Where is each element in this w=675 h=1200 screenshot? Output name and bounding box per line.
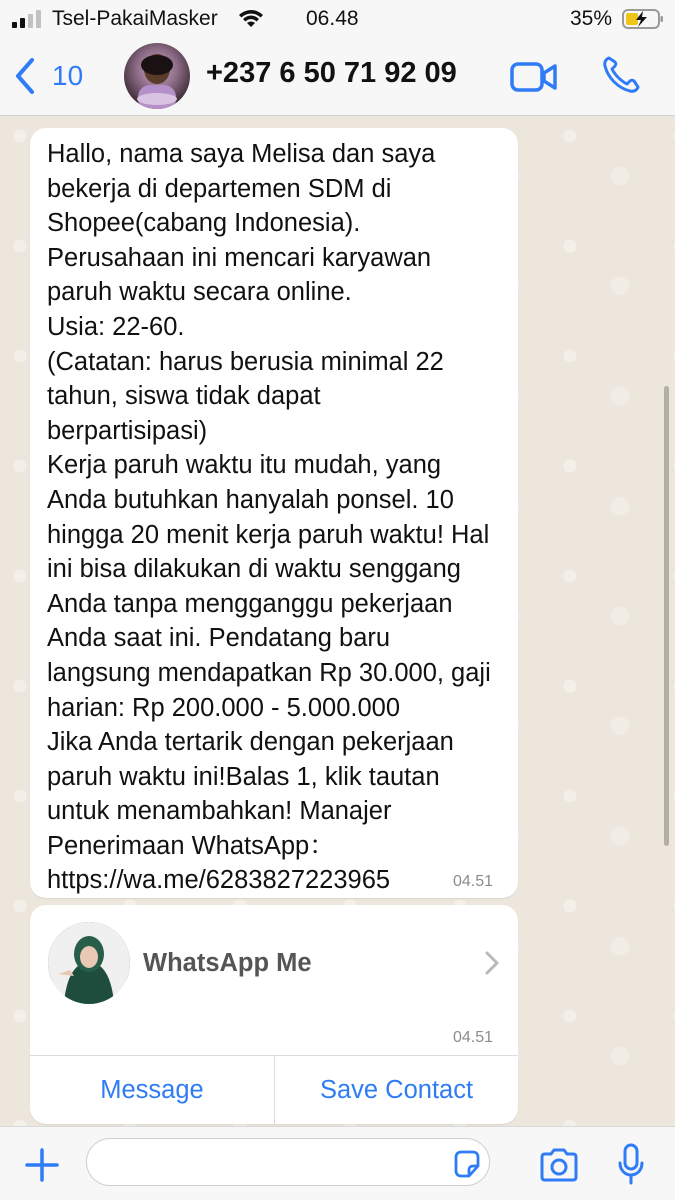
contact-card-time: 04.51	[453, 1029, 494, 1046]
contact-card-name[interactable]: WhatsApp Me	[143, 949, 312, 977]
sticker-icon[interactable]	[452, 1149, 482, 1179]
chat-header	[0, 38, 675, 116]
battery-charging-icon	[622, 9, 664, 29]
video-call-icon[interactable]	[510, 60, 558, 94]
chevron-right-icon[interactable]	[484, 950, 500, 976]
clock: 06.48	[306, 7, 359, 30]
message-button[interactable]: Message	[100, 1075, 204, 1104]
input-bar	[0, 1126, 675, 1200]
status-bar	[0, 0, 675, 38]
avatar[interactable]	[124, 43, 190, 109]
battery-percent: 35%	[570, 7, 613, 30]
wifi-icon	[238, 8, 264, 28]
back-button[interactable]	[12, 56, 83, 96]
unread-count: 10	[52, 60, 84, 91]
message-time: 04.51	[453, 873, 494, 890]
message-input[interactable]	[86, 1138, 490, 1186]
signal-bars-icon	[12, 10, 44, 28]
message-text[interactable]: Hallo, nama saya Melisa dan saya bekerja di departemen SDM di Shopee(cabang Indonesia). Perusahaan ini mencari karyawan paruh waktu secara online. Usia: 22-60. (Catatan: harus berusia minimal 22 tahun, siswa tidak dapat berpartisipasi) Kerja paruh waktu itu mudah, yang Anda butuhkan hanyalah ponsel. 10 hingga 20 menit kerja paruh waktu! Hal ini bisa dilakukan di waktu senggang Anda tanpa mengganggu pekerjaan Anda saat ini. Pendatang baru langsung mendapatkan Rp 30.000, gaji harian: Rp 200.000 - 5.000.000 Jika Anda tertarik dengan pekerjaan paruh waktu ini!Balas 1, klik tautan untuk menambahkan! Manajer Penerimaan WhatsApp： https://wa.me/6283827223965	[47, 140, 491, 895]
avatar-photo	[124, 43, 190, 109]
carrier-name: Tsel-PakaiMasker	[52, 7, 218, 30]
contact-name[interactable]: +237 6 50 71 92 09	[206, 57, 457, 89]
contact-card-avatar[interactable]	[48, 922, 130, 1004]
phone-icon[interactable]	[600, 54, 642, 96]
microphone-icon[interactable]	[618, 1143, 644, 1185]
save-contact-button[interactable]: Save Contact	[319, 1075, 474, 1104]
plus-icon[interactable]	[24, 1147, 60, 1183]
scrollbar[interactable]	[664, 386, 669, 846]
camera-icon[interactable]	[538, 1147, 580, 1183]
contact-card-photo	[48, 922, 130, 1004]
chevron-left-icon	[12, 56, 38, 96]
